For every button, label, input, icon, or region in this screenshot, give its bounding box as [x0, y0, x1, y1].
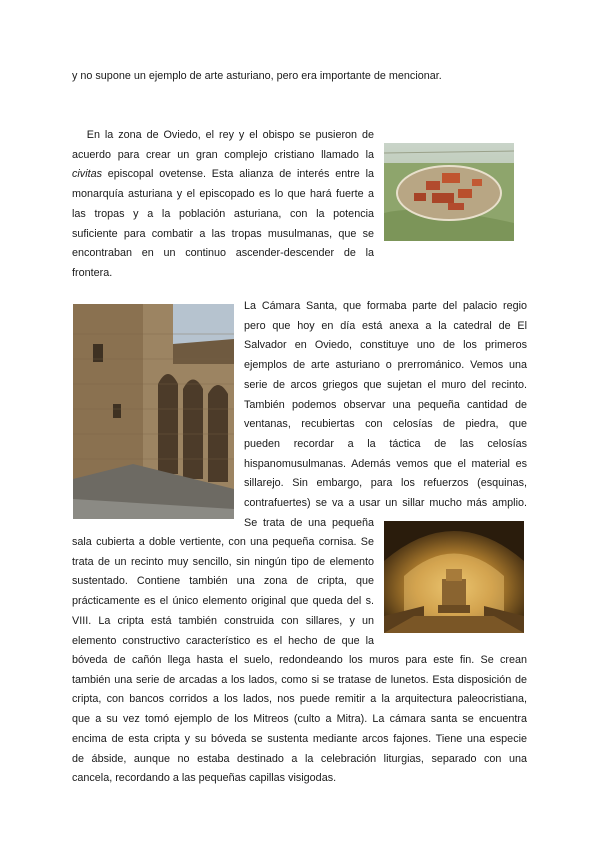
text-line: sustentado. Contiene también una zona de cripta, que — [72, 575, 374, 588]
text-line: Salvador en Oviedo, constituye uno de los primeros — [244, 339, 527, 352]
text-line: cripta, con bancos corridos a los lados, nos puede remitir a la arquitectura paleocristiana, — [72, 693, 527, 706]
text-line: contrafuertes) se va a usar un sillar mucho más amplio. — [244, 497, 527, 510]
text-line: las tropas y a la población asturiana, con la potencia — [72, 207, 374, 220]
text-line: ejemplos de arte asturiano o prerrománico. Vemos una — [244, 359, 527, 372]
italic-term: civitas — [72, 168, 102, 181]
text-line: pero que hoy en día está anexa a la catedral de El — [244, 319, 527, 332]
text-line: hispanomusulmanas. Además vemos que el material es — [244, 457, 527, 470]
crypt-interior-image — [384, 521, 524, 633]
text-line: que a su vez tomó ejemplo de los Mitreos (culto a Mitra). La cámara santa se encuentra — [72, 713, 527, 726]
paragraph-civitas — [72, 126, 374, 284]
paragraph-crypt-left — [72, 533, 374, 651]
paragraph-camara-santa — [244, 297, 527, 533]
text-line: En la zona de Oviedo, el rey y el obispo se pusieron de — [72, 129, 374, 141]
paragraph-crypt-full — [72, 651, 527, 789]
text-line: sala cubierta a doble vertiente, con una pequeña cornisa. Se — [72, 536, 374, 548]
text-line: de ábside, aunque no estaba destinado a la celebración liturgias, separado con una — [72, 752, 527, 765]
text-line: encima de esta cripta y su bóveda se sustenta mediante arcos fajones. Tiene una especie — [72, 732, 527, 745]
text-line: frontera. — [72, 266, 113, 279]
text-line: VIII. La cripta está también construida con sillares, y un — [72, 614, 374, 627]
text-line: encontraban en un continuo ascender-descender de la — [72, 247, 374, 260]
text-line: Se trata de una pequeña — [244, 516, 374, 529]
text-line: serie de arcos griegos que sujetan el muro del recinto. — [244, 378, 527, 391]
text-line: sillarejo. Sin embargo, para los refuerzos (esquinas, — [244, 477, 527, 490]
intro-line: y no supone un ejemplo de arte asturiano, pero era importante de mencionar. — [72, 70, 442, 82]
text-line: La Cámara Santa, que formaba parte del palacio regio — [244, 300, 527, 312]
text-line: cancela, recordando a las pequeñas capillas visigodas. — [72, 772, 337, 785]
camara-santa-exterior-image — [73, 304, 234, 519]
text-line: monarquía asturiana y el episcopado es lo que hará fuerte a — [72, 188, 374, 201]
text-line: También podemos observar una pequeña cantidad de — [244, 398, 527, 411]
text-line: civitas episcopal ovetense. Esta alianza de interés entre la — [72, 168, 375, 181]
text-line: elemento constructivo característico es el hecho de que la — [72, 634, 374, 647]
text-line: suficiente para combatir a las tropas musulmanas, que se — [72, 227, 374, 240]
text-line: ventanas, recubiertas con celosías de piedra, que — [244, 418, 527, 431]
text-line: también una serie de arcadas a los lados, como si se tratase de lunetos. Esta disposición de — [72, 673, 527, 686]
text-line: prácticamente es el único elemento original que queda del s. — [72, 595, 374, 608]
text-line: acuerdo para crear un gran complejo cristiano llamado la — [72, 148, 374, 161]
aerial-complex-image — [384, 143, 514, 241]
text-line: trata de un recinto muy sencillo, sin ningún tipo de elemento — [72, 555, 374, 568]
text-line: pueden recordar a la táctica de las celosías — [244, 437, 527, 450]
text-line: bóveda de cañón llega hasta el suelo, redondeando los muros para este fin. Se crean — [72, 654, 527, 666]
